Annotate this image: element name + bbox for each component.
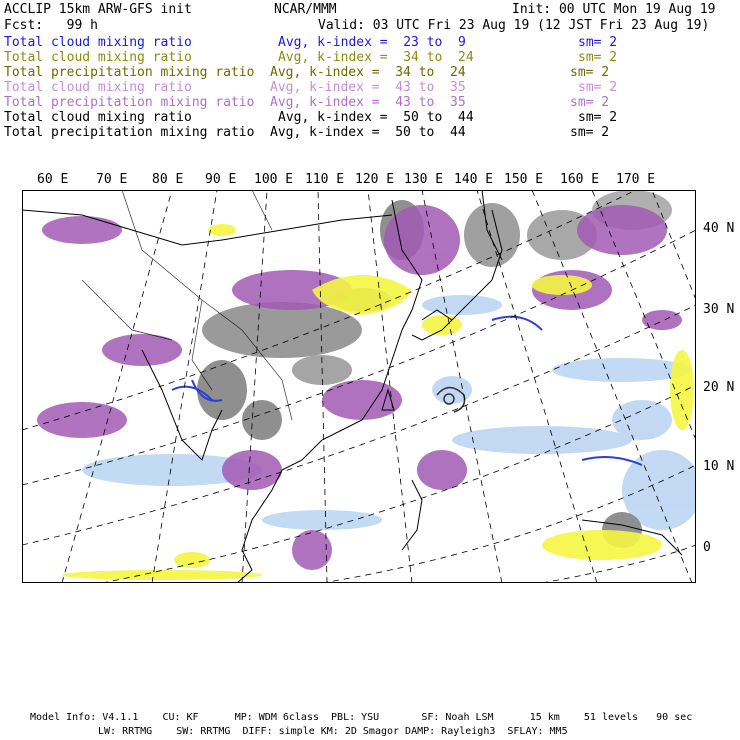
legend-row-2-avg: Avg, k-index = 34 to 24 — [278, 50, 474, 65]
lon-label-100e: 100 E — [254, 172, 294, 187]
forecast-hour: Fcst: 99 h — [4, 18, 98, 33]
legend-row-6-name: Total cloud mixing ratio — [4, 110, 192, 125]
lat-label-30n: 30 N — [703, 302, 735, 317]
lon-label-90e: 90 E — [205, 172, 237, 187]
lon-label-80e: 80 E — [152, 172, 184, 187]
lon-label-160e: 160 E — [560, 172, 600, 187]
model-title: ACCLIP 15km ARW-GFS init — [4, 2, 192, 17]
lat-label-20n: 20 N — [703, 380, 735, 395]
lon-label-110e: 110 E — [305, 172, 345, 187]
init-time: Init: 00 UTC Mon 19 Aug 19 — [512, 2, 716, 17]
lon-label-130e: 130 E — [404, 172, 444, 187]
lat-label-10n: 10 N — [703, 459, 735, 474]
legend-row-5-sm: sm= 2 — [570, 95, 610, 110]
legend-row-1-name: Total cloud mixing ratio — [4, 35, 192, 50]
lon-label-120e: 120 E — [355, 172, 395, 187]
lon-label-60e: 60 E — [37, 172, 69, 187]
legend-row-4-sm: sm= 2 — [578, 80, 618, 95]
legend-row-3-sm: sm= 2 — [570, 65, 610, 80]
footer-physics-info: LW: RRTMG SW: RRTMG DIFF: simple KM: 2D Smagor DAMP: Rayleigh3 SFLAY: MM5 — [98, 726, 568, 737]
lon-label-70e: 70 E — [96, 172, 128, 187]
lon-label-170e: 170 E — [616, 172, 656, 187]
legend-row-2-sm: sm= 2 — [578, 50, 618, 65]
legend-row-2-name: Total cloud mixing ratio — [4, 50, 192, 65]
lon-label-150e: 150 E — [504, 172, 544, 187]
lat-label-40n: 40 N — [703, 221, 735, 236]
legend-row-6-sm: sm= 2 — [578, 110, 618, 125]
legend-row-3-avg: Avg, k-index = 34 to 24 — [270, 65, 466, 80]
legend-row-4-avg: Avg, k-index = 43 to 35 — [270, 80, 466, 95]
legend-row-3-name: Total precipitation mixing ratio — [4, 65, 255, 80]
legend-row-1-avg: Avg, k-index = 23 to 9 — [278, 35, 466, 50]
legend-row-7-name: Total precipitation mixing ratio — [4, 125, 255, 140]
lat-label-0: 0 — [703, 540, 711, 555]
legend-row-7-sm: sm= 2 — [570, 125, 610, 140]
legend-row-1-sm: sm= 2 — [578, 35, 618, 50]
legend-row-7-avg: Avg, k-index = 50 to 44 — [270, 125, 466, 140]
forecast-map — [22, 190, 696, 583]
org-label: NCAR/MMM — [274, 2, 337, 17]
legend-row-4-name: Total cloud mixing ratio — [4, 80, 192, 95]
legend-row-6-avg: Avg, k-index = 50 to 44 — [278, 110, 474, 125]
valid-time: Valid: 03 UTC Fri 23 Aug 19 (12 JST Fri 23 Aug 19) — [318, 18, 710, 33]
footer-model-info: Model Info: V4.1.1 CU: KF MP: WDM 6class PBL: YSU SF: Noah LSM 15 km 51 levels 90 sec — [30, 712, 693, 723]
legend-row-5-avg: Avg, k-index = 43 to 35 — [270, 95, 466, 110]
lon-label-140e: 140 E — [454, 172, 494, 187]
legend-row-5-name: Total precipitation mixing ratio — [4, 95, 255, 110]
